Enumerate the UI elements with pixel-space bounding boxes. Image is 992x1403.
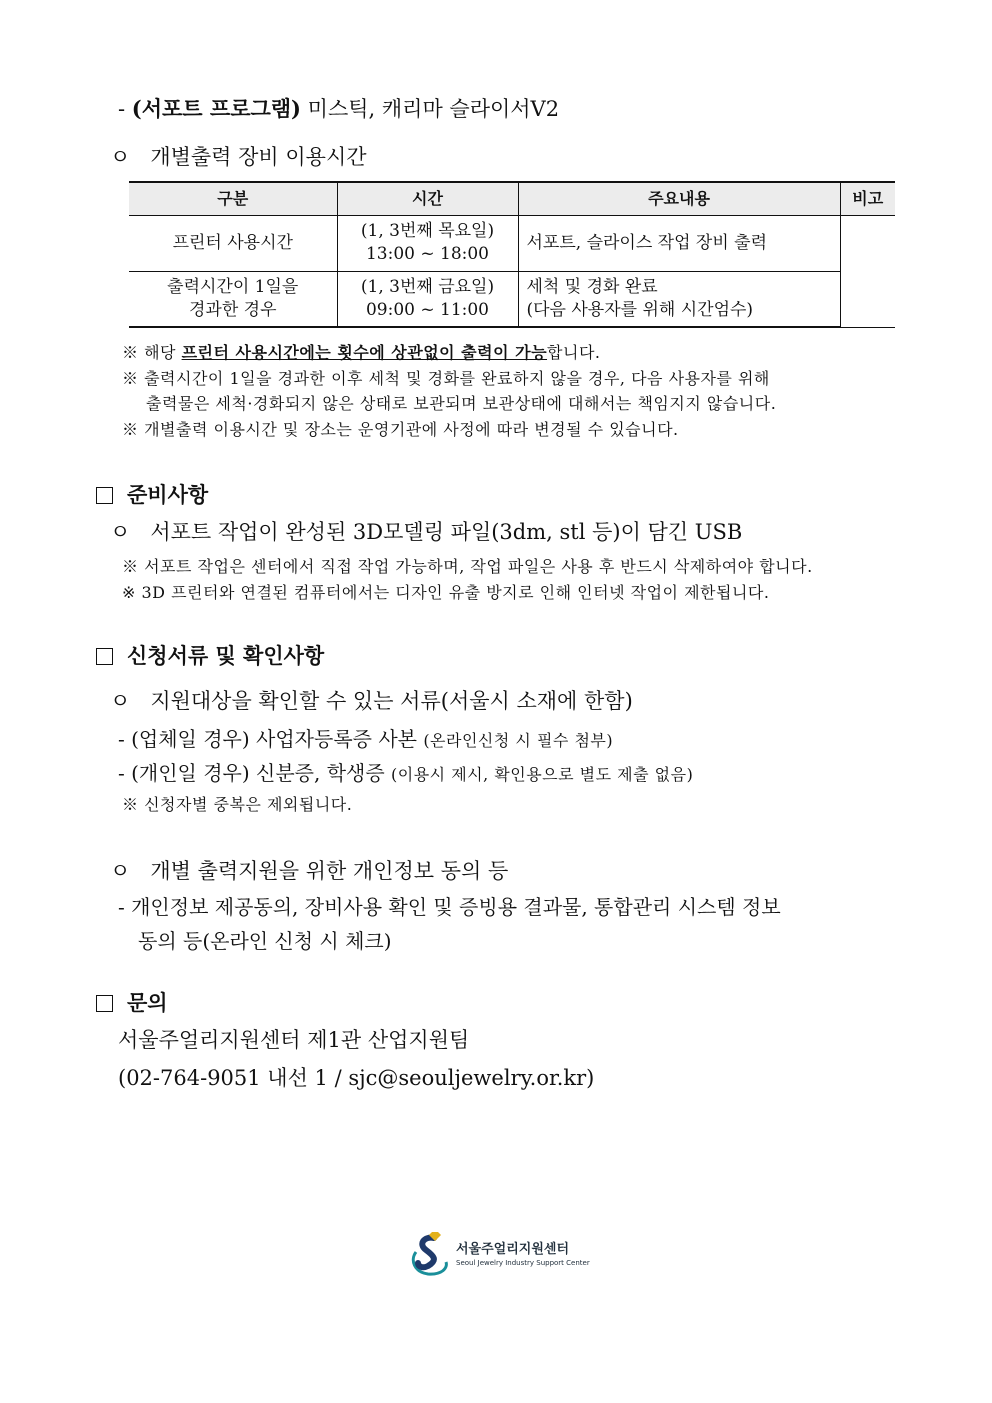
- checkbox-square-icon: [96, 487, 113, 504]
- bullet-marker: ㅇ: [110, 145, 131, 169]
- header-category: 구분: [129, 182, 337, 215]
- table-note-2: ※ 출력시간이 1일을 경과한 이후 세척 및 경화를 완료하지 않을 경우, 다음 사용자를 위해: [122, 369, 770, 388]
- documents-item-2: ㅇ 개별 출력지원을 위한 개인정보 동의 등: [110, 859, 509, 883]
- center-logo: [408, 1230, 588, 1280]
- logo-subtitle: Seoul Jewelry Industry Support Center: [456, 1259, 590, 1267]
- documents-note: ※ 신청자별 중복은 제외됩니다.: [122, 795, 353, 814]
- documents-sub-1: - (업체일 경우) 사업자등록증 사본 (온라인신청 시 필수 첨부): [118, 727, 614, 751]
- row2-category: 출력시간이 1일을 경과한 경우: [129, 271, 337, 327]
- row2-time: (1, 3번째 금요일) 09:00 ~ 11:00: [337, 271, 518, 327]
- hours-table-header-row: [129, 182, 895, 215]
- individual-hours-title: [110, 141, 367, 171]
- note-cell: [840, 215, 895, 327]
- row1-category: 프린터 사용시간: [129, 215, 337, 271]
- hours-table: [129, 181, 895, 328]
- table-row: [129, 271, 895, 327]
- contact-line-2: (02-764-9051 내선 1 / sjc@seouljewelry.or.kr): [118, 1066, 595, 1090]
- header-note: 비고: [840, 182, 895, 215]
- prep-note-1: ※ 서포트 작업은 센터에서 직접 작업 가능하며, 작업 파일은 사용 후 반드시 삭제하여야 합니다.: [122, 557, 813, 576]
- header-content: 주요내용: [518, 182, 840, 215]
- row1-time: (1, 3번째 목요일) 13:00 ~ 18:00: [337, 215, 518, 271]
- support-program-text: 미스틱, 캐리마 슬라이서V2: [307, 97, 560, 121]
- documents-heading: 신청서류 및 확인사항: [96, 640, 324, 670]
- bullet-marker: ㅇ: [110, 520, 131, 544]
- documents-item-2-sub-cont: 동의 등(온라인 신청 시 체크): [138, 929, 392, 953]
- prep-item: ㅇ 서포트 작업이 완성된 3D모델링 파일(3dm, stl 등)이 담긴 USB: [110, 520, 743, 544]
- bullet-marker: ㅇ: [110, 689, 131, 713]
- prep-heading: 준비사항: [96, 479, 208, 509]
- support-program-line: [118, 93, 559, 123]
- prep-note-2: ※ 3D 프린터와 연결된 컴퓨터에서는 디자인 유출 방지로 인해 인터넷 작업이 제한됩니다.: [122, 583, 770, 602]
- support-program-label: (서포트 프로그램): [131, 96, 301, 121]
- logo-title: 서울주얼리지원센터: [456, 1242, 570, 1257]
- documents-item: ㅇ 지원대상을 확인할 수 있는 서류(서울시 소재에 한함): [110, 689, 633, 713]
- logo-emblem-icon: [408, 1230, 452, 1280]
- table-note-1: ※ 해당 프린터 사용시간에는 횟수에 상관없이 출력이 가능합니다.: [122, 343, 601, 362]
- contact-heading: 문의: [96, 987, 168, 1017]
- checkbox-square-icon: [96, 648, 113, 665]
- table-note-emphasis: 프린터 사용시간에는 횟수에 상관없이 출력이 가능: [181, 343, 548, 362]
- table-note-3: ※ 개별출력 이용시간 및 장소는 운영기관에 사정에 따라 변경될 수 있습니다.: [122, 420, 679, 439]
- row1-content: 서포트, 슬라이스 작업 장비 출력: [518, 215, 840, 271]
- documents-item-2-sub: - 개인정보 제공동의, 장비사용 확인 및 증빙용 결과물, 통합관리 시스템 정보: [118, 895, 781, 919]
- table-note-2-cont: 출력물은 세척·경화되지 않은 상태로 보관되며 보관상태에 대해서는 책임지지 않습니다.: [146, 394, 777, 413]
- header-time: 시간: [337, 182, 518, 215]
- individual-hours-title-text: 개별출력 장비 이용시간: [150, 145, 367, 169]
- row2-content: 세척 및 경화 완료 (다음 사용자를 위해 시간엄수): [518, 271, 840, 327]
- contact-line-1: 서울주얼리지원센터 제1관 산업지원팀: [118, 1028, 470, 1052]
- dash-marker: -: [118, 97, 126, 121]
- table-row: [129, 215, 895, 271]
- bullet-marker: ㅇ: [110, 859, 131, 883]
- checkbox-square-icon: [96, 995, 113, 1012]
- documents-sub-2: - (개인일 경우) 신분증, 학생증 (이용시 제시, 확인용으로 별도 제출 없음): [118, 761, 694, 785]
